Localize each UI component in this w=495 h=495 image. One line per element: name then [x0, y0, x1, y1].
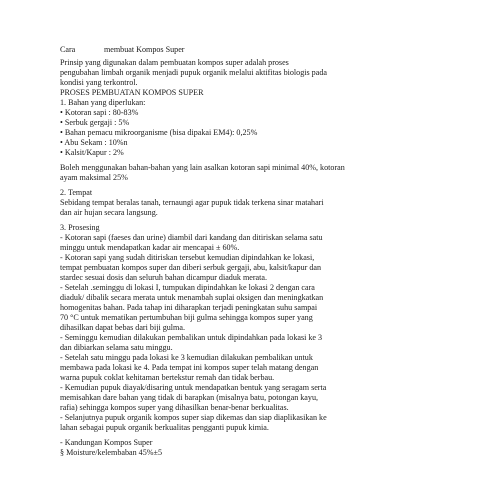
materials-heading: 1. Bahan yang diperlukan:: [60, 98, 146, 107]
process-line: - Setelah satu minggu pada lokasi ke 3 kemudian dilakukan pembalikan untuk: [60, 353, 313, 362]
material-item: • Bahan pemacu mikroorganisme (bisa dipakai EM4): 0,25%: [60, 128, 258, 137]
contents-heading: - Kandungan Kompos Super: [60, 438, 153, 447]
title-text: membuat Kompos Super: [104, 45, 185, 54]
place-line: Sebidang tempat beralas tanah, ternaungi agar pupuk tidak terkena sinar matahari: [60, 198, 324, 207]
process-line: dihasilkan dapat bebas dari biji gulma.: [60, 323, 185, 332]
intro-line: Prinsip yang digunakan dalam pembuatan kompos super adalah proses: [60, 58, 289, 67]
process-line: - Seminggu kemudian dilakukan pembalikan untuk dipindahkan pada lokasi ke 3: [60, 333, 323, 342]
place-line: dan air hujan secara langsung.: [60, 208, 158, 217]
material-item: • Kalsit/Kapur : 2%: [60, 148, 124, 157]
process-line: warna pupuk coklat kehitaman bertekstur remah dan tidak berbau.: [60, 373, 275, 382]
material-item: • Serbuk gergaji : 5%: [60, 118, 130, 127]
contents-line: § Moisture/kelembaban 45%±5: [60, 448, 162, 457]
place-heading: 2. Tempat: [60, 188, 93, 197]
process-line: dan dibiarkan selama satu minggu.: [60, 343, 173, 352]
process-line: - Kotoran sapi (faeses dan urine) diambil dari kandang dan ditiriskan selama satu: [60, 233, 323, 242]
process-line: diaduk/ dibalik secara merata untuk menambah suplai oksigen dan meningkatkan: [60, 293, 324, 302]
section-heading: PROSES PEMBUATAN KOMPOS SUPER: [60, 88, 204, 97]
process-line: rafia) sehingga kompos super yang dihasilkan benar-benar berkualitas.: [60, 403, 289, 412]
process-line: - Kotoran sapi yang sudah ditiriskan tersebut kemudian dipindahkan ke lokasi,: [60, 253, 315, 262]
note-line: ayam maksimal 25%: [60, 173, 128, 182]
process-heading: 3. Prosesing: [60, 223, 100, 232]
intro-line: kondisi yang terkontrol.: [60, 78, 138, 87]
note-line: Boleh menggunakan bahan-bahan yang lain asalkan kotoran sapi minimal 40%, kotoran: [60, 163, 345, 172]
process-line: stardec sesuai dosis dan seluruh bahan dicampur diaduk merata.: [60, 273, 267, 282]
process-line: memisahkan dare bahan yang tidak di barapkan (misalnya batu, potongan kayu,: [60, 393, 319, 402]
process-line: - Setelah .seminggu di lokasi I, tumpukan dipindahkan ke lokasi 2 dengan cara: [60, 283, 315, 292]
process-line: tempat pembuatan kompos super dan diberi serbuk gergaji, abu, kalsit/kapur dan: [60, 263, 322, 272]
title-word-cara: Cara: [60, 45, 76, 54]
intro-line: pengubahan limbah organik menjadi pupuk organik melalui aktifitas biologis pada: [60, 68, 327, 77]
process-line: - Selanjutnya pupuk organik kompos super siap dikemas dan siap diaplikasikan ke: [60, 413, 327, 422]
material-item: • Abu Sekam : 10%n: [60, 138, 128, 147]
process-line: - Kemudian pupuk diayak/disaring untuk mendapatkan bentuk yang seragam serta: [60, 383, 327, 392]
process-line: homogenitas bahan. Pada tahap ini diharapkan terjadi peningkatan suhu sampai: [60, 303, 318, 312]
process-line: minggu untuk mendapatkan kadar air mencapai ± 60%.: [60, 243, 240, 252]
process-line: lahan sebagai pupuk organik berkualitas pengganti pupuk kimia.: [60, 423, 269, 432]
material-item: • Kotoran sapi : 80-83%: [60, 108, 139, 117]
process-line: 70 °C untuk mematikan pertumbuhan biji gulma sehingga kompos super yang: [60, 313, 313, 322]
process-line: membawa pada lokasi ke 4. Pada tempat ini kompos super telah matang dengan: [60, 363, 319, 372]
